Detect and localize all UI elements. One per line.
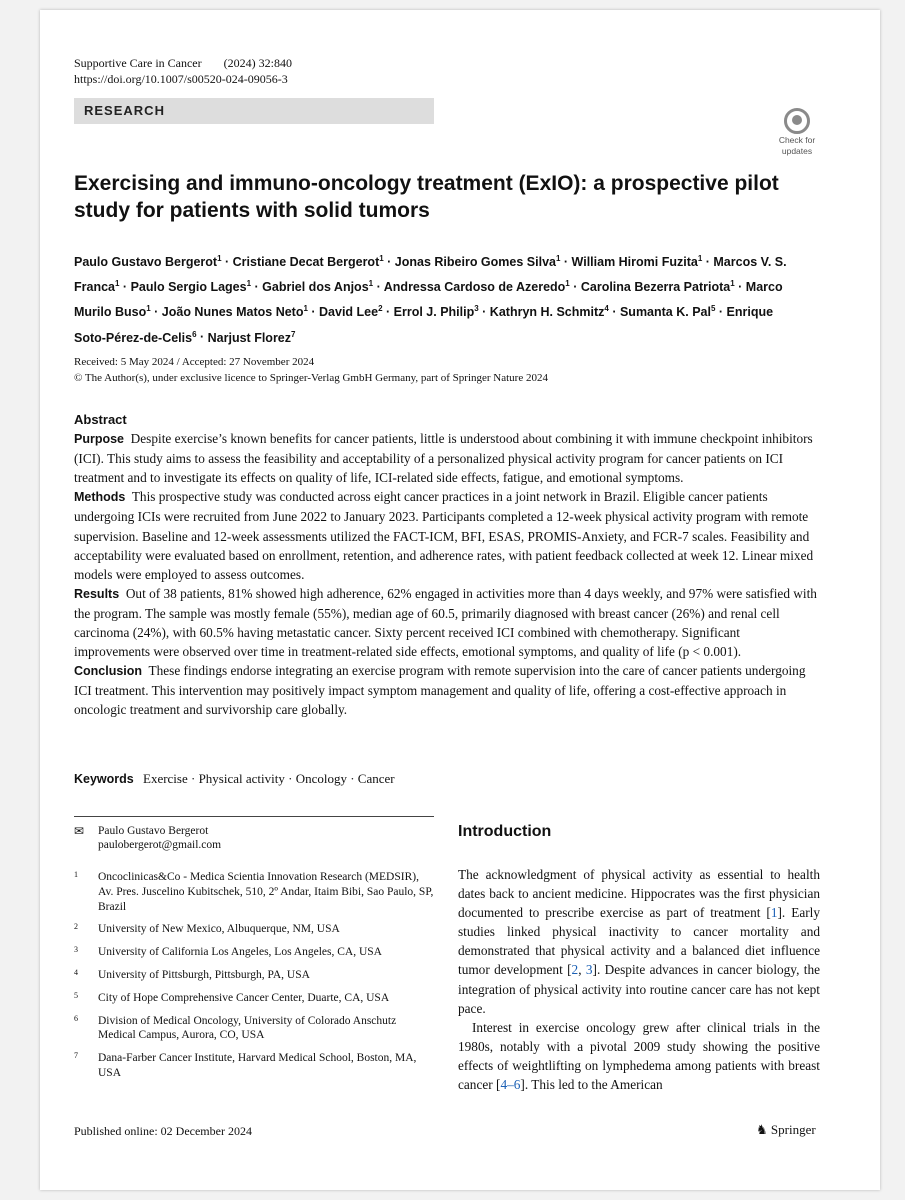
abstract-results: [74, 584, 819, 661]
paper-page: [40, 10, 880, 1190]
author[interactable]: [74, 255, 222, 269]
author[interactable]: [572, 255, 703, 269]
author-affiliation-number: 1: [730, 279, 735, 289]
journal-header: [74, 55, 292, 87]
author-affiliation-number: 1: [146, 304, 151, 314]
intro-text: Interest in exercise oncology grew after clinical trials in the 1980s, notably with a pivotal 2009 study showing the positive effects of weightlifting on lymphedema among patients with breast cancer [: [458, 1019, 820, 1093]
affiliation-text: City of Hope Comprehensive Cancer Center, Duarte, CA, USA: [98, 991, 390, 1004]
author-name: David Lee: [319, 305, 379, 320]
introduction-body: [458, 865, 820, 1094]
affiliation: [74, 968, 434, 983]
results-label: Results: [74, 586, 120, 601]
check-updates-icon: [784, 108, 810, 134]
copyright-line: © The Author(s), under exclusive licence to Springer-Verlag GmbH Germany, part of Springer Nature 2024: [74, 372, 548, 384]
author-affiliation-number: 1: [697, 254, 703, 263]
affiliation-text: Oncoclinicas&Co - Medica Scientia Innovation Research (MEDSIR), Av. Pres. Juscelino Kubitschek, 510, 2º Andar, Itaim Bibi, Sao Paulo, SP, Brazil: [98, 871, 434, 913]
check-for-updates-badge[interactable]: [775, 108, 819, 156]
author-affiliation-number: 3: [474, 304, 479, 314]
intro-text: ]. Early studies linked physical inactivity to cancer mortality and demonstrated that physical activity and a balanced diet influence tumor development [: [458, 905, 820, 978]
intro-text: The acknowledgment of physical activity as essential to health dates back to ancient medicine. Hippocrates was the first physician documented to prescribe exercise as part of treatment [: [458, 867, 820, 921]
results-text: Out of 38 patients, 81% showed high adherence, 62% engaged in activities more than 4 days weekly, and 97% were satisfied with the program. The sample was mostly female (55%), median age of 60.5, primarily diagnosed with breast cancer (26%) and renal cell carcinoma (24%), with 60.5% having metastatic cancer. Sixty percent received ICI combined with chemotherapy. Significant improvements were observed over time in treatment-related side effects, emotional symptoms, and quality of life (p < 0.001).: [74, 585, 817, 660]
author-name: Paulo Gustavo Bergerot: [74, 255, 218, 270]
citation-link[interactable]: 2: [571, 962, 579, 978]
article-title: Exercising and immuno-oncology treatment (ExIO): a prospective pilot study for patients with solid tumors: [74, 172, 779, 222]
affiliation-number: 5: [74, 990, 78, 1000]
column-divider: [74, 816, 434, 817]
author-affiliation-number: 1: [115, 279, 120, 289]
purpose-label: Purpose: [74, 432, 125, 447]
check-updates-line1: Check for: [778, 135, 816, 145]
section-label: RESEARCH: [84, 103, 165, 118]
author-name: Enrique Soto-Pérez-de-Celis: [74, 305, 774, 345]
keywords: [74, 770, 395, 788]
affiliation-number: 7: [74, 1051, 78, 1061]
methods-text: This prospective study was conducted across eight cancer practices in a joint network in Brazil. Eligible cancer patients undergoing ICIs were recruited from June 2022 to January 2023. Participants completed a 12-week physical activity program with remote supervision. Baseline and 12-week assessments utilized the FACT-ICM, BFI, ESAS, PROMIS-Anxiety, and FCR-7 scales. Feasibility and acceptability were evaluated based on enrollment, retention, and adherence rates, with patient feedback collected at week 12. Linear mixed models were employed to assess outcomes.: [74, 489, 814, 582]
abstract-heading: Abstract: [74, 412, 127, 427]
article-dates: [74, 354, 548, 386]
abstract-methods: [74, 487, 819, 583]
author-name: João Nunes Matos Neto: [161, 305, 304, 320]
affiliation: [74, 945, 434, 960]
affiliation-text: Division of Medical Oncology, University of Colorado Anschutz Medical Campus, Aurora, CO, USA: [98, 1014, 397, 1042]
author-affiliation-number: 2: [378, 304, 383, 314]
author-name: Marcos V. S. Franca: [74, 255, 787, 295]
correspondence-name: Paulo Gustavo Bergerot: [98, 825, 209, 837]
author-name: Jonas Ribeiro Gomes Silva: [394, 255, 556, 270]
citation-link[interactable]: 1: [770, 905, 778, 921]
author[interactable]: [162, 305, 308, 319]
author-name: Cristiane Decat Bergerot: [232, 255, 380, 270]
intro-paragraph-1: [458, 865, 820, 1018]
author[interactable]: [319, 305, 383, 319]
keywords-text: Exercise · Physical activity · Oncology · Cancer: [143, 771, 395, 786]
affiliation: [74, 870, 434, 914]
affiliation-text: University of California Los Angeles, Los Angeles, CA, USA: [98, 946, 382, 959]
published-online: Published online: 02 December 2024: [74, 1124, 252, 1138]
abstract-purpose: [74, 429, 819, 487]
affiliation-number: 2: [74, 922, 78, 932]
affiliation-text: University of Pittsburgh, Pittsburgh, PA, USA: [98, 968, 310, 981]
author-list: Paulo Gustavo Bergerot$^1$ · Cristiane Decat Bergerot$^1$ · Jonas Ribeiro Gomes Silva$^1$ · William Hiromi Fuzita$^1$ · Marcos V. S. Franca$^1$ · Paulo Sergio Lages$^1$ · Gabriel dos Anjos$^1$ · Andressa Cardoso de Azeredo$^1$ · Carolina Bezerra Patriota$^1$ · Marco Murilo Buso$^1$ · João Nunes Matos Neto$^1$ · David Lee$^2$ · Errol J. Philip$^3$ · Kathryn H. Schmitz$^4$ · Sumanta K. Pal$^5$ · Enrique Soto-Pérez-de-Celis$^6$ · Narjust Florez$^7$: [74, 254, 787, 345]
citation-link[interactable]: 4–6: [500, 1077, 521, 1093]
affiliation-text: Dana-Farber Cancer Institute, Harvard Medical School, Boston, MA, USA: [98, 1052, 417, 1079]
journal-name: Supportive Care in Cancer: [74, 56, 202, 70]
author-affiliation-number: 1: [303, 304, 308, 314]
author[interactable]: [233, 255, 384, 269]
author-name: Sumanta K. Pal: [619, 305, 711, 320]
correspondence-email[interactable]: paulobergerot@gmail.com: [98, 839, 222, 851]
author[interactable]: [262, 280, 373, 294]
author[interactable]: [620, 305, 715, 319]
journal-volume: (2024) 32:840: [223, 56, 292, 70]
methods-label: Methods: [74, 490, 126, 505]
affiliation-number: 4: [74, 967, 78, 977]
author[interactable]: [581, 280, 735, 294]
author[interactable]: [490, 305, 609, 319]
author-affiliation-number: 1: [217, 254, 222, 263]
author-name: Gabriel dos Anjos: [262, 280, 369, 295]
author-affiliation-number: 5: [710, 304, 716, 314]
citation-link[interactable]: 3: [585, 962, 593, 978]
author[interactable]: [208, 331, 296, 345]
affiliation-number: 6: [74, 1013, 78, 1023]
envelope-icon: ✉: [74, 824, 85, 838]
conclusion-text: These findings endorse integrating an exercise program with remote supervision into the care of cancer patients undergoing ICI treatment. This intervention may positively impact symptom management and quality of life, offering a cost-effective approach in oncologic treatment and survivorship care globally.: [74, 663, 806, 718]
author[interactable]: [394, 305, 479, 319]
author-affiliation-number: 4: [604, 304, 609, 314]
purpose-text: Despite exercise’s known benefits for cancer patients, little is understood about combining it with immune checkpoint inhibitors (ICI). This study aims to assess the feasibility and acceptability of a personalized physical activity program for cancer patients on ICI treatment and to investigate its effects on quality of life, ICI-related side effects, fatigue, and emotional symptoms.: [74, 431, 813, 486]
abstract: [74, 410, 819, 720]
affiliation-list: [74, 870, 434, 1089]
author[interactable]: [384, 280, 570, 294]
author-name: Carolina Bezerra Patriota: [580, 280, 731, 295]
intro-text: ]. Despite advances in cancer biology, the integration of physical activity into routine cancer care has not kept pace.: [458, 962, 820, 1016]
author-affiliation-number: 1: [379, 254, 384, 263]
author-name: Kathryn H. Schmitz: [489, 305, 605, 320]
abstract-conclusion: [74, 661, 819, 719]
author-name: Andressa Cardoso de Azeredo: [383, 280, 566, 295]
affiliation-number: 3: [74, 945, 78, 955]
received-accepted: Received: 5 May 2024 / Accepted: 27 November 2024: [74, 356, 315, 368]
author-affiliation-number: 1: [368, 279, 374, 289]
introduction-heading: Introduction: [458, 823, 552, 840]
publisher-name: Springer: [770, 1122, 816, 1137]
affiliation-number: 1: [74, 870, 78, 879]
check-updates-line2: updates: [781, 146, 813, 156]
author-name: William Hiromi Fuzita: [571, 255, 698, 270]
publisher-logo: [756, 1122, 816, 1138]
affiliation: [74, 922, 434, 937]
keywords-label: Keywords: [74, 772, 134, 786]
section-band: [74, 98, 434, 124]
author-name: Marco Murilo Buso: [74, 280, 783, 320]
author-name: Errol J. Philip: [393, 305, 475, 320]
author-affiliation-number: 1: [555, 254, 561, 263]
affiliation: [74, 1051, 434, 1081]
author-affiliation-number: 7: [291, 329, 296, 339]
affiliation: [74, 991, 434, 1006]
correspondence: [74, 824, 434, 852]
springer-horse-icon: ♞: [756, 1122, 768, 1137]
affiliation-text: University of New Mexico, Albuquerque, NM, USA: [98, 923, 340, 936]
conclusion-label: Conclusion: [74, 664, 143, 679]
author-name: Narjust Florez: [207, 330, 292, 345]
author-affiliation-number: 1: [565, 279, 570, 289]
author[interactable]: [395, 255, 561, 269]
author-affiliation-number: 6: [192, 329, 197, 339]
author-name: Paulo Sergio Lages: [130, 280, 247, 295]
intro-paragraph-2: [458, 1018, 820, 1094]
author[interactable]: [131, 280, 251, 294]
author-affiliation-number: 1: [246, 279, 252, 289]
intro-text: ,: [578, 962, 586, 978]
affiliation: [74, 1014, 434, 1044]
intro-text: ]. This led to the American: [520, 1077, 663, 1093]
doi-link[interactable]: https://doi.org/10.1007/s00520-024-09056-3: [74, 72, 288, 86]
